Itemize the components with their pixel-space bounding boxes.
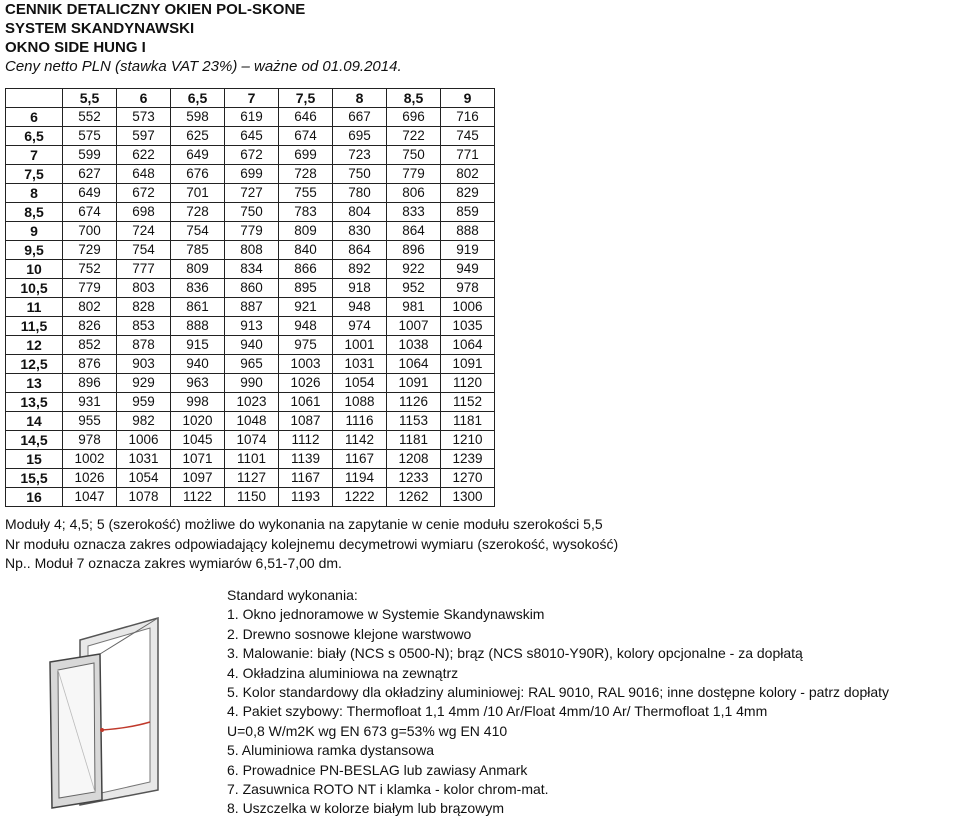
price-cell: 895 [279, 279, 333, 298]
table-row [6, 165, 495, 184]
price-cell: 1064 [441, 336, 495, 355]
price-cell: 1194 [333, 469, 387, 488]
price-cell: 1300 [441, 488, 495, 507]
price-cell: 701 [171, 184, 225, 203]
price-cell: 978 [441, 279, 495, 298]
standard-specs [227, 586, 889, 819]
price-cell: 729 [63, 241, 117, 260]
price-cell: 700 [63, 222, 117, 241]
row-header: 12,5 [6, 355, 63, 374]
price-cell: 728 [279, 165, 333, 184]
price-cell: 1116 [333, 412, 387, 431]
price-cell: 1003 [279, 355, 333, 374]
table-row [6, 431, 495, 450]
price-cell: 864 [333, 241, 387, 260]
price-cell: 619 [225, 108, 279, 127]
price-cell: 826 [63, 317, 117, 336]
price-cell: 1031 [333, 355, 387, 374]
price-cell: 888 [171, 317, 225, 336]
price-cell: 698 [117, 203, 171, 222]
row-header: 6,5 [6, 127, 63, 146]
price-cell: 1233 [387, 469, 441, 488]
price-cell: 1078 [117, 488, 171, 507]
price-cell: 1007 [387, 317, 441, 336]
price-cell: 1026 [63, 469, 117, 488]
price-cell: 931 [63, 393, 117, 412]
spec-item: 2. Drewno sosnowe klejone warstwowo [227, 625, 472, 642]
price-cell: 674 [279, 127, 333, 146]
price-cell: 750 [225, 203, 279, 222]
row-header: 7,5 [6, 165, 63, 184]
price-cell: 922 [387, 260, 441, 279]
price-cell: 981 [387, 298, 441, 317]
price-cell: 1088 [333, 393, 387, 412]
price-cell: 1101 [225, 450, 279, 469]
price-cell: 785 [171, 241, 225, 260]
column-header: 7 [225, 89, 279, 108]
price-cell: 859 [441, 203, 495, 222]
title-line-3: OKNO SIDE HUNG I [5, 39, 146, 56]
price-cell: 829 [441, 184, 495, 203]
price-cell: 808 [225, 241, 279, 260]
price-cell: 645 [225, 127, 279, 146]
price-cell: 728 [171, 203, 225, 222]
spec-item: 4. Pakiet szybowy: Thermofloat 1,1 4mm /10 Ar/Float 4mm/10 Ar/ Thermofloat 1,1 4mm [227, 703, 768, 720]
price-cell: 948 [279, 317, 333, 336]
price-cell: 1054 [333, 374, 387, 393]
price-cell: 896 [387, 241, 441, 260]
price-cell: 716 [441, 108, 495, 127]
price-cell: 853 [117, 317, 171, 336]
price-cell: 1193 [279, 488, 333, 507]
spec-item: 7. Zasuwnica ROTO NT i klamka - kolor chrom-mat. [227, 781, 549, 798]
notes [5, 515, 618, 574]
price-cell: 878 [117, 336, 171, 355]
table-row [6, 127, 495, 146]
price-cell: 780 [333, 184, 387, 203]
price-cell: 722 [387, 127, 441, 146]
standard-title: Standard wykonania: [227, 587, 358, 603]
price-cell: 915 [171, 336, 225, 355]
price-cell: 952 [387, 279, 441, 298]
price-cell: 1167 [333, 450, 387, 469]
row-header: 14,5 [6, 431, 63, 450]
note-line: Np.. Moduł 7 oznacza zakres wymiarów 6,51-7,00 dm. [5, 555, 342, 571]
price-cell: 573 [117, 108, 171, 127]
row-header: 15,5 [6, 469, 63, 488]
price-table [5, 88, 495, 507]
price-cell: 1153 [387, 412, 441, 431]
price-cell: 745 [441, 127, 495, 146]
table-row [6, 184, 495, 203]
table-row [6, 412, 495, 431]
table-row [6, 488, 495, 507]
price-cell: 649 [63, 184, 117, 203]
spec-item: 6. Prowadnice PN-BESLAG lub zawiasy Anmark [227, 761, 528, 778]
price-cell: 783 [279, 203, 333, 222]
price-cell: 598 [171, 108, 225, 127]
price-cell: 1023 [225, 393, 279, 412]
price-cell: 667 [333, 108, 387, 127]
price-cell: 959 [117, 393, 171, 412]
price-cell: 552 [63, 108, 117, 127]
price-cell: 1035 [441, 317, 495, 336]
price-cell: 750 [333, 165, 387, 184]
price-cell: 940 [171, 355, 225, 374]
price-cell: 975 [279, 336, 333, 355]
spec-item: U=0,8 W/m2K wg EN 673 g=53% wg EN 410 [227, 722, 508, 739]
title-line-2: SYSTEM SKANDYNAWSKI [5, 20, 195, 37]
price-cell: 1054 [117, 469, 171, 488]
row-header: 13,5 [6, 393, 63, 412]
price-cell: 833 [387, 203, 441, 222]
price-cell: 1020 [171, 412, 225, 431]
price-cell: 809 [171, 260, 225, 279]
price-cell: 990 [225, 374, 279, 393]
price-cell: 861 [171, 298, 225, 317]
spec-item: 5. Aluminiowa ramka dystansowa [227, 742, 434, 759]
price-cell: 876 [63, 355, 117, 374]
price-cell: 864 [387, 222, 441, 241]
price-cell: 1061 [279, 393, 333, 412]
spec-item: 5. Kolor standardowy dla okładziny aluminiowej: RAL 9010, RAL 9016; inne dostępne kolory - patrz dopłaty [227, 684, 890, 701]
price-cell: 649 [171, 146, 225, 165]
price-cell: 1031 [117, 450, 171, 469]
price-cell: 771 [441, 146, 495, 165]
price-cell: 828 [117, 298, 171, 317]
price-cell: 699 [225, 165, 279, 184]
row-header: 8,5 [6, 203, 63, 222]
price-cell: 1087 [279, 412, 333, 431]
price-cell: 903 [117, 355, 171, 374]
price-cell: 1074 [225, 431, 279, 450]
table-row [6, 260, 495, 279]
column-header: 5,5 [63, 89, 117, 108]
price-cell: 982 [117, 412, 171, 431]
price-cell: 1006 [441, 298, 495, 317]
price-cell: 1152 [441, 393, 495, 412]
price-cell: 1091 [441, 355, 495, 374]
price-cell: 1097 [171, 469, 225, 488]
price-cell: 896 [63, 374, 117, 393]
row-header: 6 [6, 108, 63, 127]
price-cell: 974 [333, 317, 387, 336]
document-header [5, 0, 402, 76]
price-cell: 888 [441, 222, 495, 241]
window-illustration-icon [40, 610, 190, 810]
price-cell: 802 [63, 298, 117, 317]
price-cell: 834 [225, 260, 279, 279]
price-cell: 963 [171, 374, 225, 393]
price-cell: 597 [117, 127, 171, 146]
price-cell: 803 [117, 279, 171, 298]
price-cell: 802 [441, 165, 495, 184]
column-header: 6 [117, 89, 171, 108]
price-cell: 965 [225, 355, 279, 374]
spec-item: 1. Okno jednoramowe w Systemie Skandynawskim [227, 606, 545, 623]
table-row [6, 355, 495, 374]
row-header: 7 [6, 146, 63, 165]
price-cell: 1181 [441, 412, 495, 431]
table-row [6, 317, 495, 336]
price-cell: 1262 [387, 488, 441, 507]
price-cell: 1122 [171, 488, 225, 507]
spec-item: 4. Okładzina aluminiowa na zewnątrz [227, 664, 459, 681]
table-row [6, 469, 495, 488]
price-cell: 913 [225, 317, 279, 336]
row-header: 11,5 [6, 317, 63, 336]
price-cell: 806 [387, 184, 441, 203]
price-cell: 1047 [63, 488, 117, 507]
price-cell: 1091 [387, 374, 441, 393]
price-cell: 948 [333, 298, 387, 317]
price-cell: 1208 [387, 450, 441, 469]
price-cell: 627 [63, 165, 117, 184]
price-cell: 955 [63, 412, 117, 431]
price-cell: 1026 [279, 374, 333, 393]
price-cell: 1002 [63, 450, 117, 469]
price-cell: 750 [387, 146, 441, 165]
price-cell: 809 [279, 222, 333, 241]
price-cell: 1120 [441, 374, 495, 393]
table-row [6, 450, 495, 469]
price-cell: 1112 [279, 431, 333, 450]
price-cell: 755 [279, 184, 333, 203]
price-cell: 1127 [225, 469, 279, 488]
price-cell: 892 [333, 260, 387, 279]
price-cell: 754 [117, 241, 171, 260]
price-cell: 836 [171, 279, 225, 298]
price-cell: 779 [387, 165, 441, 184]
price-cell: 672 [225, 146, 279, 165]
price-cell: 949 [441, 260, 495, 279]
price-cell: 1048 [225, 412, 279, 431]
table-row [6, 374, 495, 393]
price-cell: 1038 [387, 336, 441, 355]
price-cell: 919 [441, 241, 495, 260]
price-cell: 1006 [117, 431, 171, 450]
price-cell: 1045 [171, 431, 225, 450]
price-cell: 646 [279, 108, 333, 127]
spec-item: 3. Malowanie: biały (NCS s 0500-N); brąz (NCS s8010-Y90R), kolory opcjonalne - za dopłatą [227, 645, 803, 662]
row-header: 14 [6, 412, 63, 431]
column-header: 6,5 [171, 89, 225, 108]
row-header: 16 [6, 488, 63, 507]
price-cell: 625 [171, 127, 225, 146]
price-cell: 727 [225, 184, 279, 203]
price-cell: 672 [117, 184, 171, 203]
column-header: 8 [333, 89, 387, 108]
table-row [6, 336, 495, 355]
price-cell: 998 [171, 393, 225, 412]
price-cell: 887 [225, 298, 279, 317]
price-cell: 860 [225, 279, 279, 298]
price-cell: 1126 [387, 393, 441, 412]
row-header: 12 [6, 336, 63, 355]
price-cell: 1139 [279, 450, 333, 469]
note-line: Moduły 4; 4,5; 5 (szerokość) możliwe do wykonania na zapytanie w cenie modułu szerokości 5,5 [5, 516, 603, 532]
price-cell: 724 [117, 222, 171, 241]
column-header: 7,5 [279, 89, 333, 108]
table-row [6, 298, 495, 317]
price-cell: 1222 [333, 488, 387, 507]
row-header: 13 [6, 374, 63, 393]
price-cell: 1181 [387, 431, 441, 450]
price-cell: 978 [63, 431, 117, 450]
price-cell: 779 [225, 222, 279, 241]
table-row [6, 222, 495, 241]
title-line-1: CENNIK DETALICZNY OKIEN POL-SKONE [5, 1, 306, 18]
row-header: 15 [6, 450, 63, 469]
price-cell: 1270 [441, 469, 495, 488]
price-cell: 940 [225, 336, 279, 355]
row-header: 9,5 [6, 241, 63, 260]
price-cell: 695 [333, 127, 387, 146]
price-cell: 1210 [441, 431, 495, 450]
table-row [6, 146, 495, 165]
price-cell: 1064 [387, 355, 441, 374]
row-header: 11 [6, 298, 63, 317]
price-cell: 866 [279, 260, 333, 279]
price-cell: 1239 [441, 450, 495, 469]
note-line: Nr modułu oznacza zakres odpowiadający kolejnemu decymetrowi wymiaru (szerokość, wysokość) [5, 535, 619, 552]
price-cell: 723 [333, 146, 387, 165]
table-header-row [6, 89, 495, 108]
price-cell: 852 [63, 336, 117, 355]
price-cell: 929 [117, 374, 171, 393]
price-cell: 599 [63, 146, 117, 165]
price-cell: 777 [117, 260, 171, 279]
table-body [6, 108, 495, 507]
price-cell: 1142 [333, 431, 387, 450]
price-cell: 918 [333, 279, 387, 298]
table-row [6, 108, 495, 127]
table-row [6, 279, 495, 298]
table-row [6, 203, 495, 222]
price-cell: 696 [387, 108, 441, 127]
price-cell: 1150 [225, 488, 279, 507]
price-cell: 1071 [171, 450, 225, 469]
price-cell: 676 [171, 165, 225, 184]
table-row [6, 393, 495, 412]
column-header: 9 [441, 89, 495, 108]
price-cell: 622 [117, 146, 171, 165]
table-row [6, 241, 495, 260]
price-cell: 648 [117, 165, 171, 184]
row-header: 10 [6, 260, 63, 279]
row-header: 9 [6, 222, 63, 241]
price-cell: 575 [63, 127, 117, 146]
table-corner [6, 89, 63, 108]
column-header: 8,5 [387, 89, 441, 108]
price-cell: 804 [333, 203, 387, 222]
row-header: 10,5 [6, 279, 63, 298]
price-subtitle: Ceny netto PLN (stawka VAT 23%) – ważne od 01.09.2014. [5, 58, 402, 75]
row-header: 8 [6, 184, 63, 203]
price-cell: 1167 [279, 469, 333, 488]
price-cell: 921 [279, 298, 333, 317]
price-cell: 840 [279, 241, 333, 260]
price-cell: 699 [279, 146, 333, 165]
price-cell: 1001 [333, 336, 387, 355]
price-cell: 752 [63, 260, 117, 279]
price-cell: 754 [171, 222, 225, 241]
price-cell: 674 [63, 203, 117, 222]
spec-item: 8. Uszczelka w kolorze białym lub brązowym [227, 800, 504, 817]
price-cell: 830 [333, 222, 387, 241]
price-cell: 779 [63, 279, 117, 298]
